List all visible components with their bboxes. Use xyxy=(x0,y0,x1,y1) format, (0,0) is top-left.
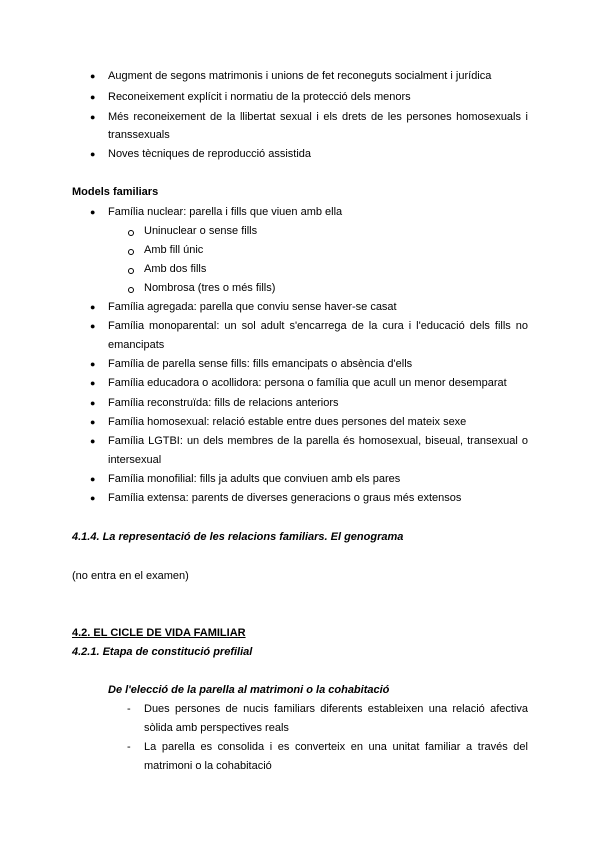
bullet-icon: ● xyxy=(90,378,96,388)
bullet-icon: ● xyxy=(90,71,96,81)
section-42-heading: 4.2. EL CICLE DE VIDA FAMILIAR xyxy=(72,627,246,639)
bullet-icon: ● xyxy=(90,398,96,408)
model-item: Família reconstruïda: fills de relacions anteriors xyxy=(108,397,339,409)
intro-bullet: Noves tècniques de reproducció assistida xyxy=(108,148,312,160)
circle-bullet-icon xyxy=(128,287,134,293)
circle-bullet-icon xyxy=(128,268,134,274)
model-sub-item: Amb fill únic xyxy=(144,244,204,256)
model-item: Família homosexual: relació estable entre dues persones del mateix sexe xyxy=(108,416,467,428)
circle-bullet-icon xyxy=(128,230,134,236)
topic-item-continuation: sòlida amb perspectives reals xyxy=(144,722,289,734)
model-item: Família nuclear: parella i fills que viuen amb ella xyxy=(108,206,343,218)
topic-heading: De l'elecció de la parella al matrimoni o la cohabitació xyxy=(108,684,390,696)
model-item: Família monoparental: un sol adult s'encarrega de la cura i l'educació dels fills no xyxy=(108,320,528,332)
intro-bullet: Més reconeixement de la llibertat sexual i els drets de les persones homosexuals i xyxy=(108,111,528,123)
section-421-heading: 4.2.1. Etapa de constitució prefilial xyxy=(72,646,253,658)
bullet-icon: ● xyxy=(90,359,96,369)
bullet-icon: ● xyxy=(90,436,96,446)
topic-item-continuation: matrimoni o la cohabitació xyxy=(144,760,272,772)
model-item-continuation: intersexual xyxy=(108,454,162,466)
model-sub-item: Uninuclear o sense fills xyxy=(144,225,258,237)
models-heading: Models familiars xyxy=(72,186,159,198)
topic-item: La parella es consolida i es converteix en una unitat familiar a través del xyxy=(144,741,528,753)
bullet-icon: ● xyxy=(90,417,96,427)
topic-item: Dues persones de nucis familiars diferents estableixen una relació afectiva xyxy=(144,703,528,715)
intro-bullet-continuation: transsexuals xyxy=(108,129,170,141)
section-414-heading: 4.1.4. La representació de les relacions familiars. El genograma xyxy=(72,531,404,543)
bullet-icon: ● xyxy=(90,302,96,312)
intro-bullet: Reconeixement explícit i normatiu de la protecció dels menors xyxy=(108,91,411,103)
bullet-icon: ● xyxy=(90,493,96,503)
model-item-continuation: emancipats xyxy=(108,339,165,351)
bullet-icon: ● xyxy=(90,92,96,102)
model-item: Família educadora o acollidora: persona o família que acull un menor desemparat xyxy=(108,377,507,389)
dash-bullet: - xyxy=(127,703,131,715)
intro-bullet: Augment de segons matrimonis i unions de fet reconeguts socialment i jurídica xyxy=(108,70,492,82)
model-item: Família agregada: parella que conviu sense haver-se casat xyxy=(108,301,397,313)
dash-bullet: - xyxy=(127,741,131,753)
bullet-icon: ● xyxy=(90,474,96,484)
bullet-icon: ● xyxy=(90,112,96,122)
model-item: Família extensa: parents de diverses generacions o graus més extensos xyxy=(108,492,462,504)
bullet-icon: ● xyxy=(90,149,96,159)
model-sub-item: Amb dos fills xyxy=(144,263,207,275)
bullet-icon: ● xyxy=(90,321,96,331)
model-item: Família monofilial: fills ja adults que conviuen amb els pares xyxy=(108,473,401,485)
model-sub-item: Nombrosa (tres o més fills) xyxy=(144,282,276,294)
circle-bullet-icon xyxy=(128,249,134,255)
model-item: Família LGTBI: un dels membres de la parella és homosexual, biseual, transexual o xyxy=(108,435,528,447)
model-item: Família de parella sense fills: fills emancipats o absència d'ells xyxy=(108,358,413,370)
bullet-icon: ● xyxy=(90,207,96,217)
section-414-note: (no entra en el examen) xyxy=(72,570,189,582)
